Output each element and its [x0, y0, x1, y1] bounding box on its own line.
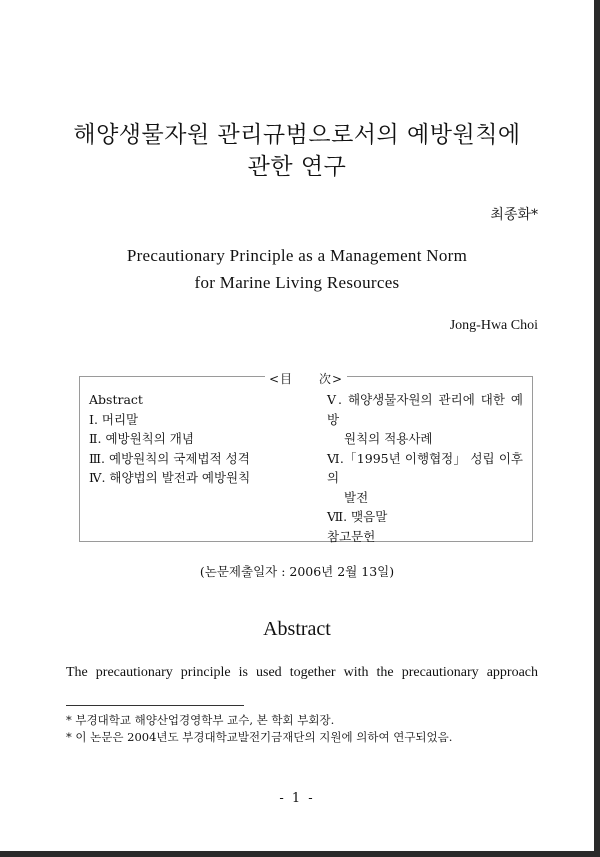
english-author: Jong-Hwa Choi — [449, 318, 538, 333]
korean-title-line-1: 해양생물자원 관리규범으로서의 예방원칙에 — [73, 122, 521, 148]
abstract-first-line: The precautionary principle is used together with the precautionary approach — [66, 665, 538, 680]
page-number: - 1 - — [279, 791, 315, 806]
submission-date: (논문제출일자 : 2006년 2월 13일) — [199, 564, 395, 579]
toc-item: Ⅱ. 예방원칙의 개념 — [89, 431, 194, 446]
toc-item: Ⅵ.「1995년 이행협정」 성립 이후의 — [327, 450, 523, 485]
footnote-divider — [66, 705, 244, 706]
english-title-line-1: Precautionary Principle as a Management Norm — [126, 246, 468, 265]
toc-item: Abstract — [89, 392, 143, 407]
footnote: * 부경대학교 해양산업경영학부 교수, 본 학회 부회장. — [66, 713, 335, 727]
toc-item-continuation: 원칙의 적용사례 — [344, 431, 433, 446]
korean-title-line-2: 관한 연구 — [247, 154, 347, 180]
page-edge-bottom — [0, 851, 600, 857]
toc-left-column — [89, 390, 299, 488]
table-of-contents — [79, 372, 533, 544]
toc-item: Ⅰ. 머리말 — [89, 411, 139, 427]
toc-item-continuation: 발전 — [344, 489, 369, 505]
toc-item: Ⅶ. 맺음말 — [327, 509, 388, 524]
abstract-heading: Abstract — [263, 618, 331, 640]
toc-item: Ⅳ. 해양법의 발전과 예방원칙 — [89, 470, 251, 485]
english-title-line-2: for Marine Living Resources — [194, 273, 400, 292]
toc-heading — [80, 368, 532, 387]
toc-item: Ⅴ. 해양생물자원의 관리에 대한 예방 — [327, 392, 523, 427]
toc-right-column — [327, 390, 523, 546]
page-edge-right — [594, 0, 600, 857]
footnote: * 이 논문은 2004년도 부경대학교발전기금재단의 지원에 의하여 연구되었음. — [66, 730, 453, 744]
korean-author: 최종화* — [490, 207, 538, 223]
toc-heading-text: <目 次> — [265, 372, 347, 386]
toc-item: Ⅲ. 예방원칙의 국제법적 성격 — [89, 450, 250, 466]
toc-item: 참고문헌 — [327, 528, 376, 544]
